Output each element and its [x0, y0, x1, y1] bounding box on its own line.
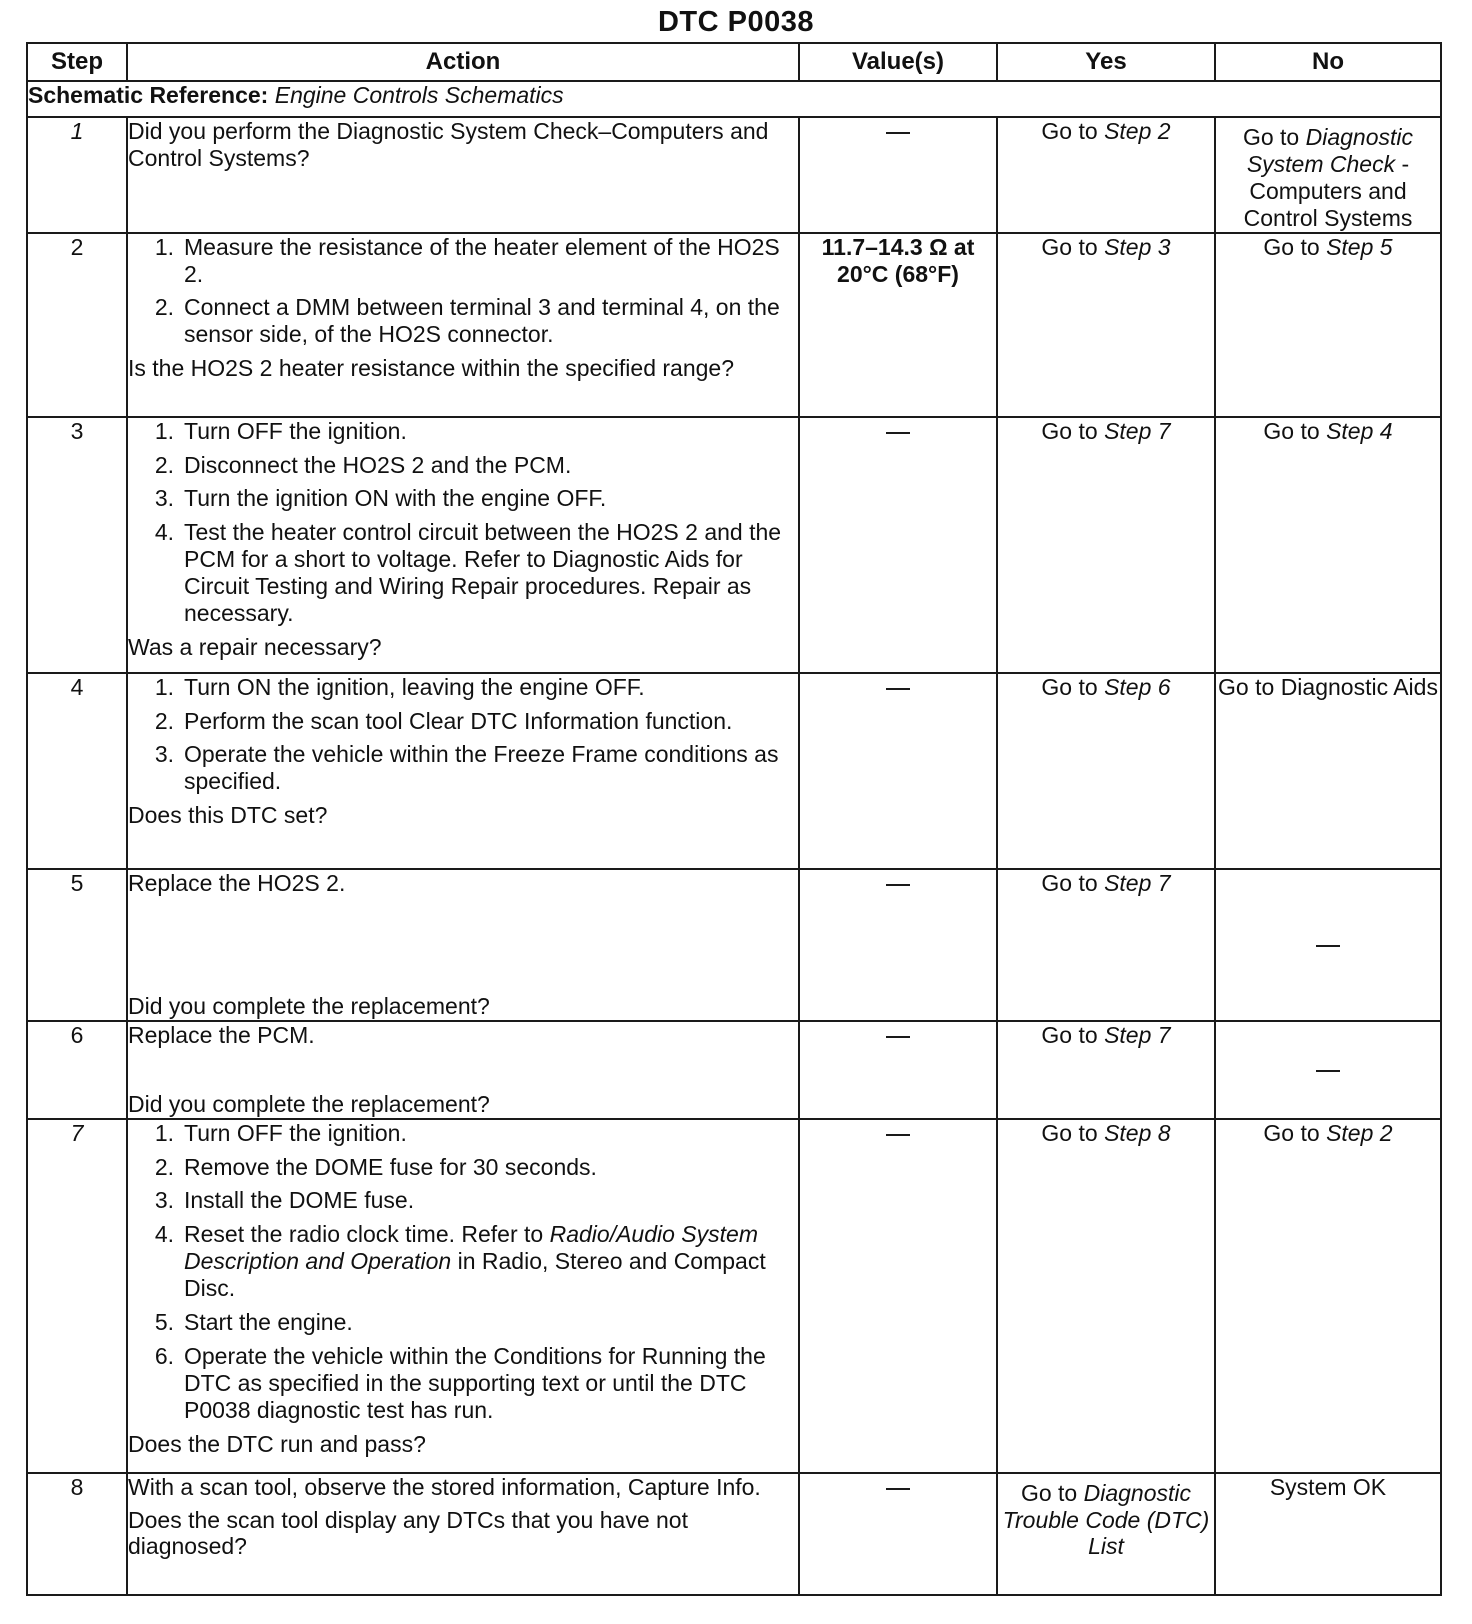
yes-goto: Go to Step 6 — [1041, 673, 1171, 700]
action-list — [128, 674, 798, 796]
list-item: 1. Turn OFF the ignition. — [154, 417, 407, 444]
dash-mark — [886, 1134, 910, 1136]
list-item: 1. Turn OFF the ignition. — [154, 1119, 407, 1146]
action-text: Replace the PCM. — [128, 1021, 315, 1048]
step-number: 8 — [27, 1473, 127, 1595]
list-item: 1. Turn ON the ignition, leaving the engine OFF. — [154, 673, 645, 700]
no-goto: Go to Step 5 — [1263, 233, 1393, 260]
no-cell — [1215, 117, 1441, 233]
step-number: 7 — [27, 1119, 127, 1473]
action-cell — [127, 117, 799, 233]
yes-cell — [997, 1119, 1215, 1473]
yes-goto: Go to Diagnostic Trouble Code (DTC) List — [1002, 1479, 1210, 1560]
list-item: 5. Start the engine. — [154, 1309, 353, 1336]
value-cell — [799, 1473, 997, 1595]
yes-goto: Go to Step 7 — [1041, 869, 1171, 896]
no-cell: System OK — [1215, 1473, 1441, 1595]
dash-mark — [1316, 1070, 1340, 1072]
value-cell — [799, 1119, 997, 1473]
action-list — [128, 1120, 798, 1424]
list-item: 3. Turn the ignition ON with the engine OFF. — [154, 485, 607, 512]
table-row — [27, 117, 1441, 233]
action-question: Was a repair necessary? — [128, 633, 382, 660]
yes-cell — [997, 233, 1215, 417]
list-item: 2. Perform the scan tool Clear DTC Information function. — [154, 707, 733, 734]
action-question: Does the scan tool display any DTCs that you have not diagnosed? — [128, 1506, 688, 1560]
step-number: 3 — [27, 417, 127, 673]
schematic-label: Schematic Reference: — [28, 82, 269, 108]
document-title: DTC P0038 — [657, 6, 814, 38]
no-cell — [1215, 1119, 1441, 1473]
list-item: 1. Measure the resistance of the heater element of the HO2S 2. — [154, 233, 780, 287]
yes-goto: Go to Step 7 — [1041, 417, 1171, 444]
table-row — [27, 1119, 1441, 1473]
value-cell — [799, 869, 997, 1021]
yes-cell — [997, 673, 1215, 869]
dash-mark — [886, 1036, 910, 1038]
no-cell: Go to Diagnostic Aids — [1215, 673, 1441, 869]
no-cell — [1215, 417, 1441, 673]
action-question: Did you complete the replacement? — [128, 1090, 490, 1117]
step-number: 4 — [27, 673, 127, 869]
no-goto: Go to Step 2 — [1263, 1119, 1393, 1146]
header-action: Action — [127, 43, 799, 81]
step-number: 1 — [27, 117, 127, 233]
dash-mark — [886, 1488, 910, 1490]
action-cell — [127, 417, 799, 673]
list-item: 6. Operate the vehicle within the Conditions for Running the DTC as specified in the supporting text or until the DTC P0038 diagnostic test has run. — [154, 1342, 766, 1423]
dash-mark — [886, 432, 910, 434]
step-number: 6 — [27, 1021, 127, 1119]
value-cell — [799, 417, 997, 673]
no-goto: Go to Step 4 — [1263, 417, 1393, 444]
schematic-value: Engine Controls Schematics — [274, 82, 564, 108]
table-row — [27, 1021, 1441, 1119]
list-item: 2. Remove the DOME fuse for 30 seconds. — [154, 1153, 597, 1180]
yes-cell — [997, 117, 1215, 233]
action-text: Did you perform the Diagnostic System Check–Computers and Control Systems? — [128, 118, 769, 171]
header-step: Step — [27, 43, 127, 81]
dash-mark — [1316, 945, 1340, 947]
action-list — [128, 234, 798, 349]
dash-mark — [886, 132, 910, 134]
action-question: Does the DTC run and pass? — [128, 1430, 426, 1457]
yes-cell — [997, 869, 1215, 1021]
action-cell — [127, 673, 799, 869]
list-item: 2. Disconnect the HO2S 2 and the PCM. — [154, 451, 572, 478]
action-cell — [127, 1021, 799, 1119]
header-values: Value(s) — [799, 43, 997, 81]
dash-mark — [886, 688, 910, 690]
header-no: No — [1215, 43, 1441, 81]
yes-cell — [997, 417, 1215, 673]
no-cell — [1215, 233, 1441, 417]
no-cell — [1215, 1021, 1441, 1119]
list-item: 3. Operate the vehicle within the Freeze Frame conditions as specified. — [154, 741, 779, 795]
schematic-row — [27, 81, 1441, 117]
schematic-reference — [27, 81, 1441, 117]
action-list — [128, 418, 798, 627]
yes-goto: Go to Step 2 — [1041, 118, 1171, 144]
list-item: 4. Test the heater control circuit between the HO2S 2 and the PCM for a short to voltage. Refer to Diagnostic Aids for Circuit Testing and Wiring Repair procedures. Repair as necessary. — [154, 519, 782, 627]
table-row — [27, 869, 1441, 1021]
action-text: Replace the HO2S 2. — [128, 869, 346, 896]
table-row — [27, 673, 1441, 869]
table-row — [27, 417, 1441, 673]
list-item: 3. Install the DOME fuse. — [154, 1187, 415, 1214]
action-text: With a scan tool, observe the stored information, Capture Info. — [128, 1473, 761, 1500]
action-question: Did you complete the replacement? — [128, 992, 490, 1019]
yes-goto: Go to Step 3 — [1041, 233, 1171, 260]
yes-cell — [997, 1473, 1215, 1595]
value-cell — [799, 1021, 997, 1119]
value-cell — [799, 117, 997, 233]
dash-mark — [886, 884, 910, 886]
value-cell — [799, 673, 997, 869]
step-number: 5 — [27, 869, 127, 1021]
yes-cell — [997, 1021, 1215, 1119]
yes-goto: Go to Step 8 — [1041, 1119, 1171, 1146]
value-cell: 11.7–14.3 Ω at 20°C (68°F) — [799, 233, 997, 417]
action-question: Does this DTC set? — [128, 802, 328, 829]
table-row — [27, 233, 1441, 417]
action-cell — [127, 1473, 799, 1595]
header-row — [27, 43, 1441, 81]
no-cell — [1215, 869, 1441, 1021]
action-question: Is the HO2S 2 heater resistance within the specified range? — [128, 355, 735, 382]
action-cell — [127, 233, 799, 417]
list-item: 4. Reset the radio clock time. Refer to Radio/Audio System Description and Operation in Radio, Stereo and Compact Disc. — [154, 1221, 766, 1302]
table-row — [27, 1473, 1441, 1595]
header-yes: Yes — [997, 43, 1215, 81]
no-goto: Go to Diagnostic System Check - Computers and Control Systems — [1242, 124, 1414, 231]
step-number: 2 — [27, 233, 127, 417]
list-item: 2. Connect a DMM between terminal 3 and terminal 4, on the sensor side, of the HO2S connector. — [154, 294, 780, 348]
action-cell — [127, 869, 799, 1021]
action-cell — [127, 1119, 799, 1473]
dtc-table — [26, 42, 1442, 1596]
yes-goto: Go to Step 7 — [1041, 1021, 1171, 1048]
